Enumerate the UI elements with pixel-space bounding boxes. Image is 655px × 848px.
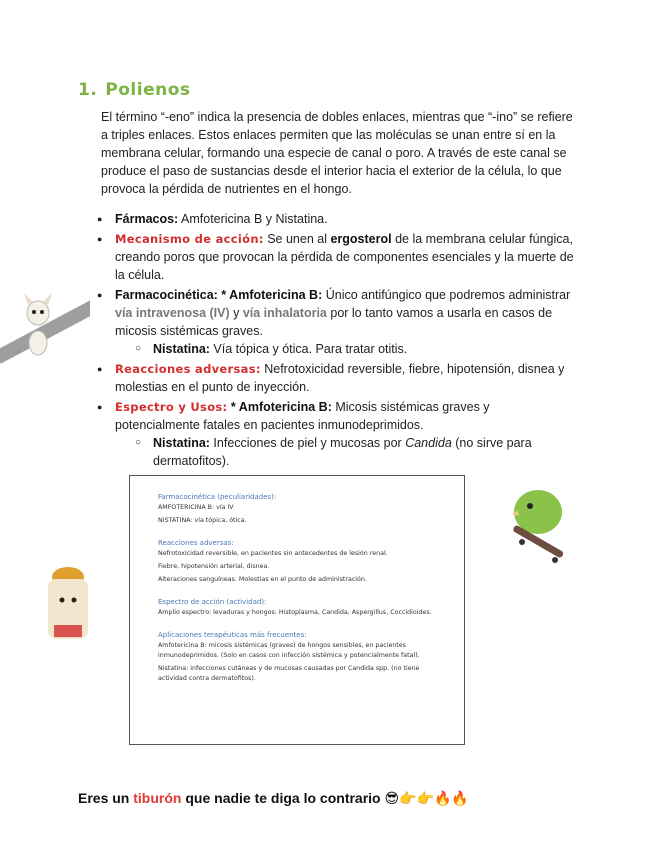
bullet-list <box>97 210 577 472</box>
dog-sticker-icon <box>0 285 90 365</box>
farmacocinetica-sublabel: * Amfotericina B: <box>217 288 323 302</box>
footer-emoji: 😎👉👉🔥🔥 <box>384 790 469 806</box>
mecanismo-text-a: Se unen al <box>263 232 331 246</box>
hamster-sticker-icon <box>38 565 98 655</box>
embed-line: Nistatina: infecciones cutáneas y de mucosas causadas por Candida spp. (no tiene actividad contra dermatofitos). <box>158 665 420 682</box>
nistatina-uso-text-b: (no sirve para dermatofitos). <box>153 436 532 468</box>
via-y: y <box>229 306 243 320</box>
farmacos-text: Amfotericina B y Nistatina. <box>178 212 328 226</box>
via-iv: vía intravenosa (IV) <box>115 306 230 320</box>
reacciones-text: Nefrotoxicidad reversible, fiebre, hipotensión, disnea y molestias en el punto de inyección. <box>115 362 565 394</box>
intro-paragraph: El término “-eno” indica la presencia de dobles enlaces, mientras que “-ino” se refiere a triples enlaces. Estos enlaces permiten que las moléculas se unan entre sí en la membrana celular, formando una especie de canal o poro. A través de este canal se produce el paso de sustancias desde el interior hacia el exterior de la célula, lo que provoca la pérdida de nutrientes en el hongo. <box>101 110 573 196</box>
mecanismo-ergosterol: ergosterol <box>330 232 392 246</box>
bullet-mecanismo <box>97 230 577 284</box>
via-inhalatoria: vía inhalatoria <box>242 306 327 320</box>
embed-line: Amfotericina B: micosis sistémicas (graves) de hongos sensibles, en pacientes inmunodeprimidos. (Solo en casos con infección sistémica y potencialmente fatal). <box>158 642 420 659</box>
nistatina-uso-label: Nistatina: <box>153 436 210 450</box>
mecanismo-label: Mecanismo de acción: <box>115 232 264 246</box>
embed-heading-aplicaciones: Aplicaciones terapéuticas más frecuentes: <box>158 631 307 639</box>
candida-term: Candida <box>405 436 452 450</box>
embed-line: Nefrotoxicidad reversible, en pacientes sin antecedentes de lesión renal. <box>158 550 388 557</box>
sub-nistatina-fc <box>135 340 577 358</box>
bullet-espectro <box>97 398 577 470</box>
embed-line: AMFOTERICINA B: vía IV <box>158 504 234 511</box>
farmacocinetica-text-b: por lo tanto vamos a usarla en casos de micosis sistémicas graves. <box>115 306 553 338</box>
embed-line: Alteraciones sanguíneas. Molestias en el punto de administración. <box>158 576 367 583</box>
parrot-skateboard-sticker-icon <box>500 480 575 570</box>
bullet-reacciones <box>97 360 577 396</box>
embed-heading-farmacocinetica: Farmacocinética (peculiaridades): <box>158 493 277 501</box>
embed-line: Fiebre, hipotensión arterial, disnea. <box>158 563 270 570</box>
bullet-farmacocinetica <box>97 286 577 358</box>
nistatina-fc-text: Vía tópica y ótica. Para tratar otitis. <box>209 342 408 356</box>
espectro-label: Espectro y Usos: <box>115 400 228 414</box>
farmacos-label: Fármacos: <box>115 212 179 226</box>
section-heading <box>78 80 191 100</box>
section-number: 1. <box>78 80 98 100</box>
embedded-summary-image <box>129 475 465 745</box>
embed-heading-reacciones: Reacciones adversas: <box>158 539 234 547</box>
reacciones-label: Reacciones adversas: <box>115 362 261 376</box>
nistatina-uso-text-a: Infecciones de piel y mucosas por <box>209 436 406 450</box>
farmacocinetica-sublist <box>115 340 577 358</box>
section-title: Polienos <box>105 80 191 100</box>
footer-shark: tiburón <box>133 790 182 806</box>
farmacocinetica-label: Farmacocinética: <box>115 288 218 302</box>
footer-text-a: Eres un <box>78 790 134 806</box>
espectro-sublist <box>115 434 577 470</box>
footer-line <box>78 790 469 807</box>
farmacocinetica-text-a: Único antifúngico que podremos administrar <box>322 288 571 302</box>
footer-text-b: que nadie te diga lo contrario <box>181 790 385 806</box>
bullet-farmacos <box>97 210 577 228</box>
espectro-text: Micosis sistémicas graves y potencialmente fatales en pacientes inmunodeprimidos. <box>115 400 490 432</box>
espectro-sublabel: * Amfotericina B: <box>227 400 332 414</box>
sub-nistatina-uso <box>135 434 577 470</box>
embed-line: NISTATINA: vía tópica, ótica. <box>158 517 247 524</box>
embed-heading-espectro: Espectro de acción (actividad): <box>158 598 267 606</box>
nistatina-fc-label: Nistatina: <box>153 342 210 356</box>
mecanismo-text-b: de la membrana celular fúngica, creando poros que provocan la pérdida de componentes esenciales y la muerte de la célula. <box>115 232 574 282</box>
embed-line: Amplio espectro: levaduras y hongos: Histoplasma, Candida, Aspergillus, Coccidioides. <box>158 609 432 616</box>
